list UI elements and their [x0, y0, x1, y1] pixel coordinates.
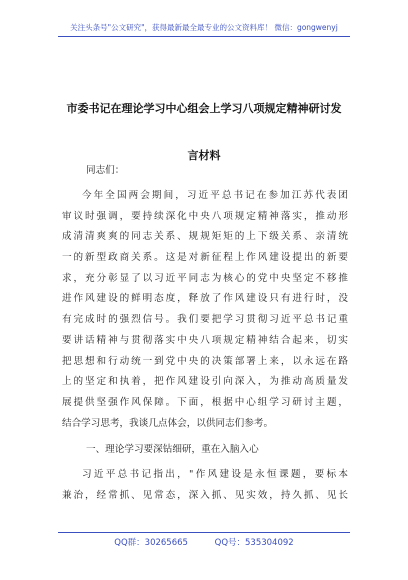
paragraph-line: 成清清爽爽的同志关系、规规矩矩的上下级关系、亲清统 [62, 231, 348, 243]
document-title-line2: 言材料 [187, 149, 221, 162]
footer-contact [0, 536, 408, 548]
paragraph-line: 把思想和行动统一到党中央的决策部署上来，以永远在路 [62, 355, 348, 367]
paragraph-line: 结合学习思考，我谈几点体会，以供同志们参考。 [62, 417, 274, 429]
paragraph-1 [62, 186, 348, 434]
paragraph-line: 求，充分彰显了以习近平同志为核心的党中央坚定不移推 [62, 272, 348, 284]
paragraph-line: 上的坚定和执着，把作风建设引向深入，为推动高质量发 [62, 376, 348, 388]
paragraph-line: 要讲话精神与贯彻落实中央八项规定精神结合起来，切实 [62, 334, 348, 346]
paragraph-line: 进作风建设的鲜明态度，释放了作风建设只有进行时，没 [62, 293, 348, 305]
header-divider [58, 36, 350, 37]
paragraph-line: 习近平总书记指出，"作风建设是永恒课题，要标本 [82, 469, 348, 480]
greeting: 同志们： [86, 165, 125, 176]
paragraph-line: 审议时强调，要持续深化中央八项规定精神落实，推动形 [62, 210, 348, 222]
footer-divider [58, 532, 350, 533]
section-1-heading: 一、理论学习要深钻细研，重在入脑入心 [86, 444, 259, 455]
qq-group-number: QQ群：30265665 [114, 538, 188, 548]
document-title-line1: 市委书记在理论学习中心组会上学习八项规定精神研讨发 [66, 102, 342, 115]
paragraph-line: 展提供坚强作风保障。下面，根据中心组学习研讨主题， [62, 396, 348, 408]
paragraph-line: 一的新型政商关系。这是对新征程上作风建设提出的新要 [62, 252, 348, 264]
paragraph-2 [62, 465, 348, 506]
header-banner: 关注头条号"公文研究"，获得最新最全最专业的公文资料库！ 微信：gongwenyj [70, 23, 338, 32]
paragraph-line: 今年全国两会期间，习近平总书记在参加江苏代表团 [82, 190, 348, 201]
paragraph-line: 兼治，经常抓、见常态，深入抓、见实效，持久抓、见长 [62, 489, 348, 501]
qq-number: QQ号：535304092 [214, 538, 294, 548]
paragraph-line: 有完成时的强烈信号。我们要把学习贯彻习近平总书记重 [62, 314, 348, 326]
